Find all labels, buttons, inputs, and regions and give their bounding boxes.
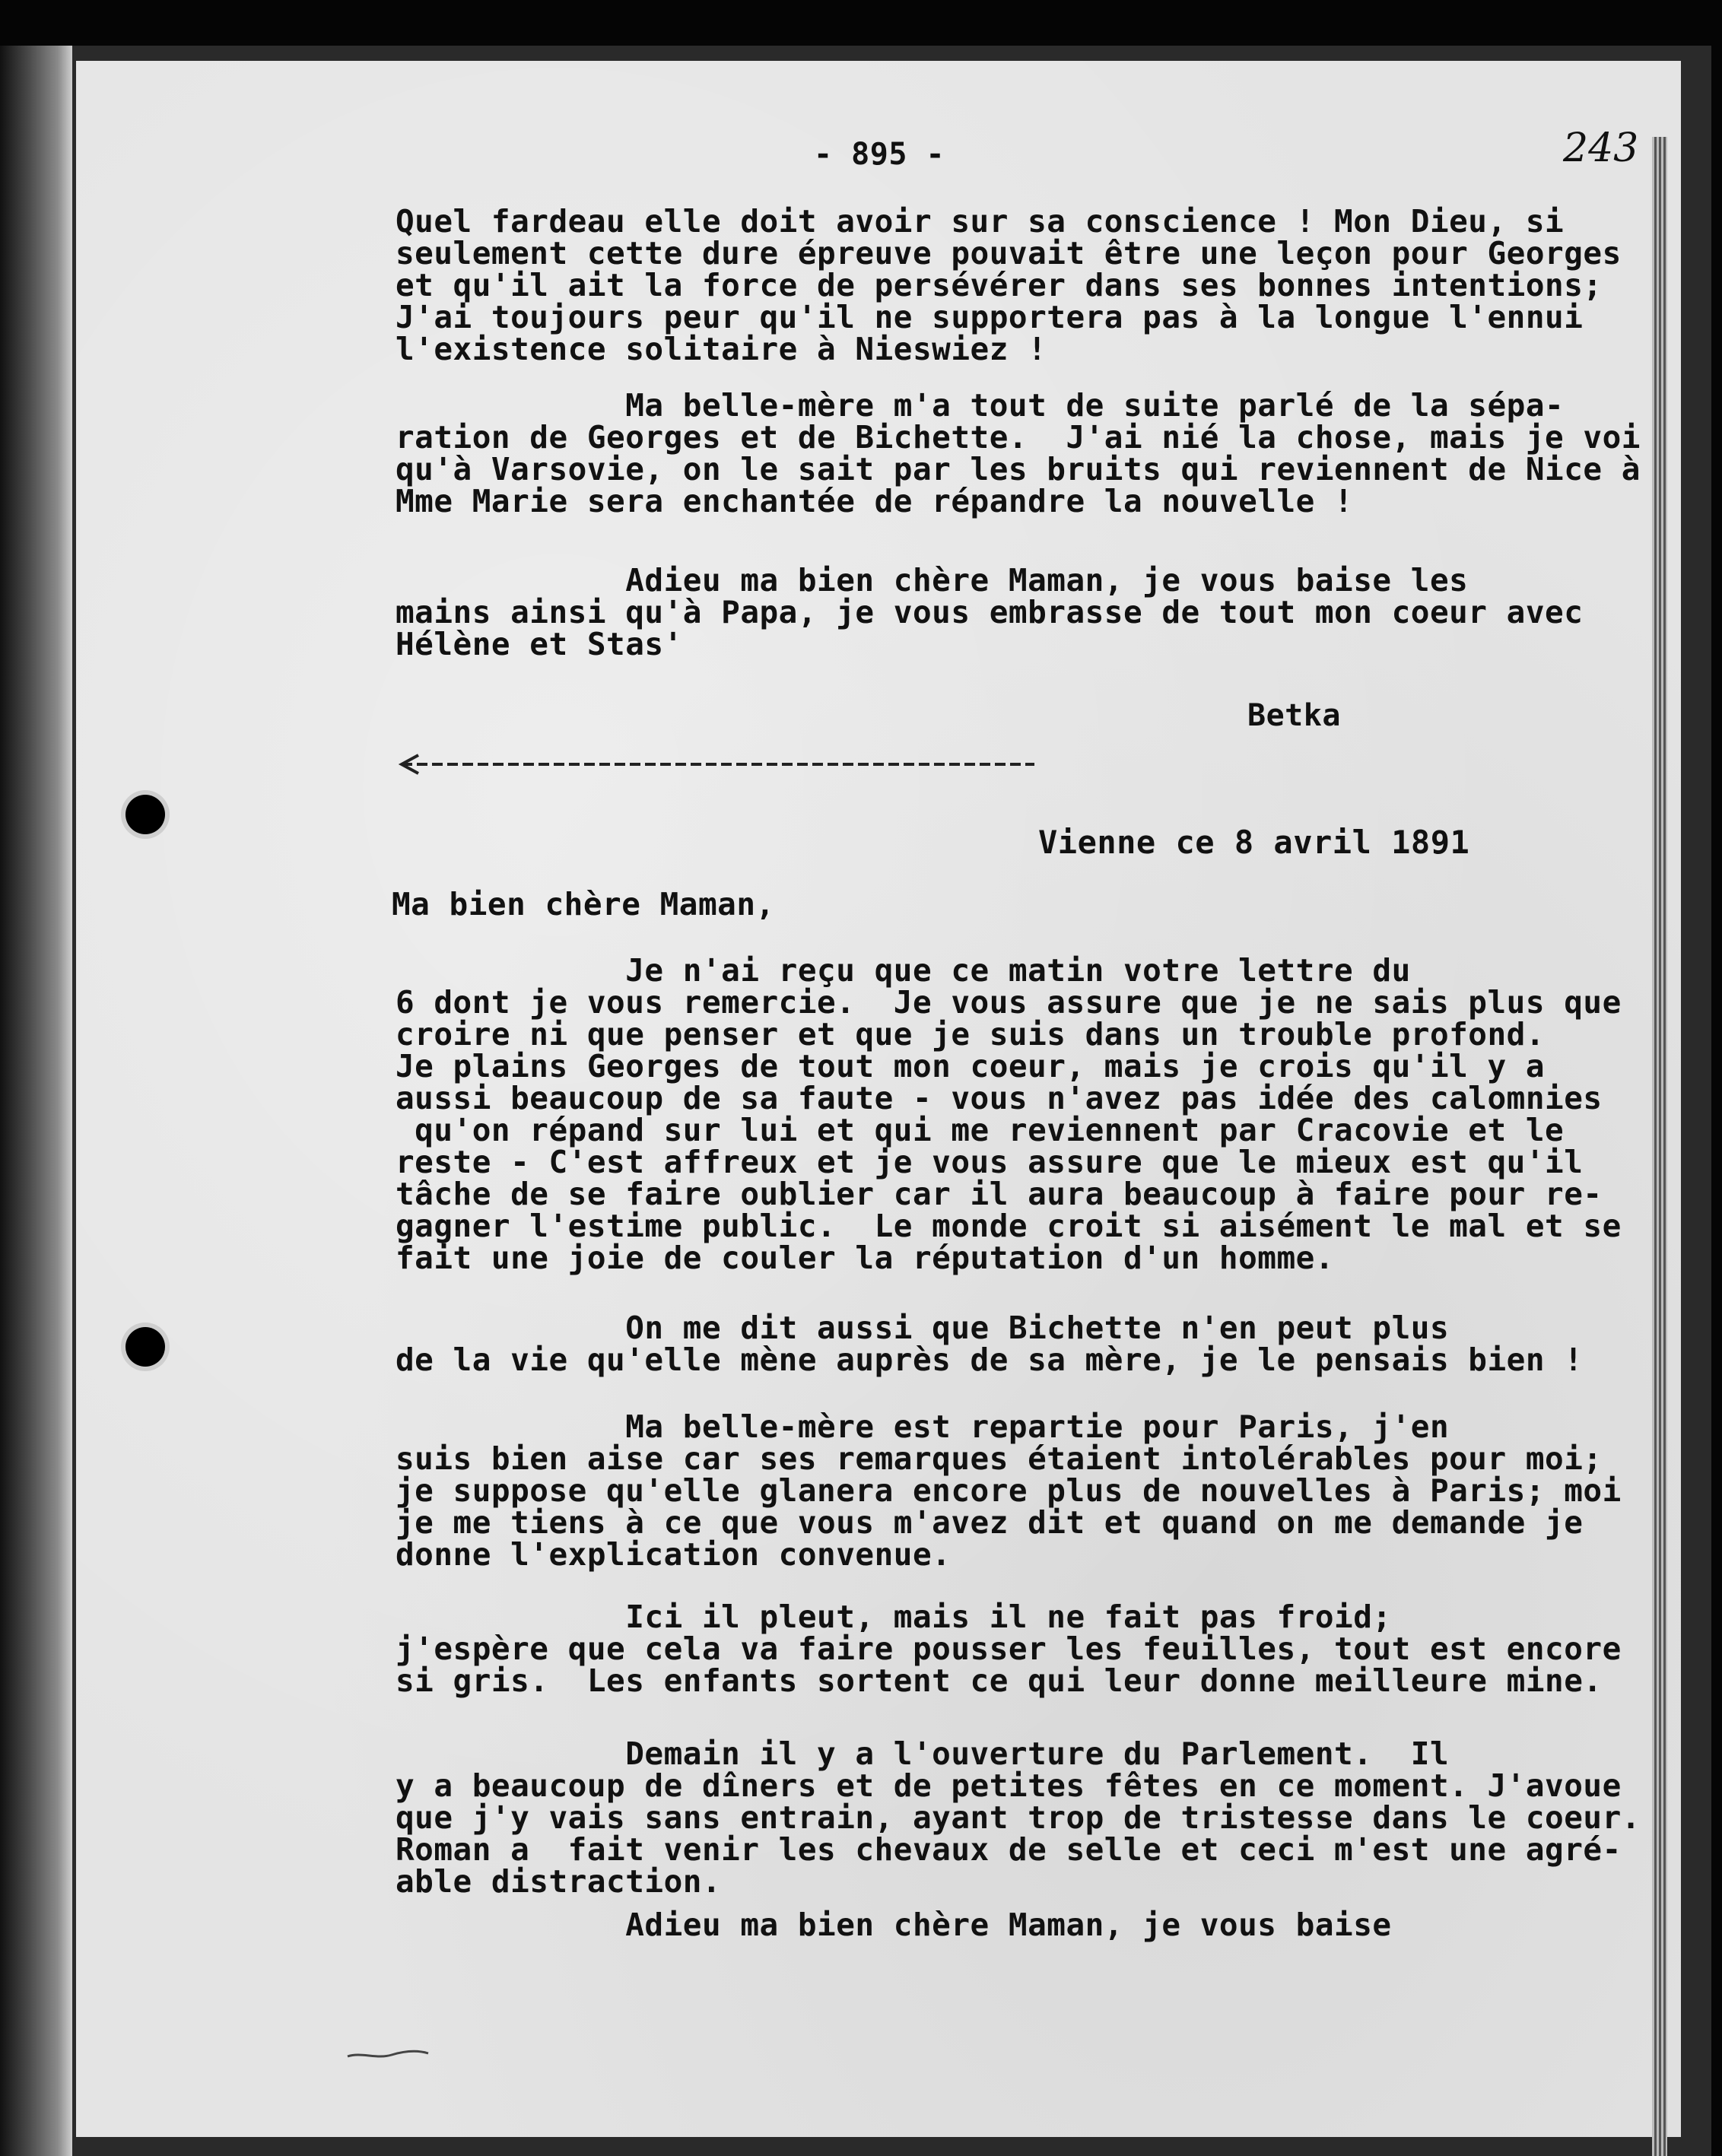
archive-number: 243 [1563, 125, 1639, 171]
letter2-paragraph-paris: Ma belle-mère est repartie pour Paris, j'en suis bien aise car ses remarques étaient intolérables pour moi; je suppose qu'elle glanera encore plus de nouvelles à Paris; moi je me tiens à ce que vous m'avez dit et quand on me demande je donne l'explication convenue. [396, 1408, 1622, 1573]
binder-edge [0, 46, 72, 2156]
pencil-mark-icon [346, 2046, 430, 2062]
letter2-paragraph-parliament: Demain il y a l'ouverture du Parlement. Il y a beaucoup de dîners et de petites fêtes en ce moment. J'avoue que j'y vais sans entrain, ayant trop de tristesse dans le coeur. Roman a fait venir les chevaux de selle et ceci m'est une agré- able distraction. [396, 1735, 1641, 1900]
letter2-paragraph-closing: Adieu ma bien chère Maman, je vous baise [396, 1907, 1392, 1943]
letter2-salutation: Ma bien chère Maman, [392, 886, 775, 922]
letter2-paragraph-weather: Ici il pleut, mais il ne fait pas froid; j'espère que cela va faire pousser les feuilles, tout est encore si gris. Les enfants sortent ce qui leur donne meilleure mine. [396, 1599, 1622, 1699]
page-number: - 895 - [814, 137, 945, 172]
letter2-paragraph-bichette: On me dit aussi que Bichette n'en peut plus de la vie qu'elle mène auprès de sa mère, je le pensais bien ! [396, 1310, 1584, 1378]
letter1-paragraph-end: Quel fardeau elle doit avoir sur sa conscience ! Mon Dieu, si seulement cette dure épreuve pouvait être une leçon pour Georges et qu'il ait la force de persévérer dans ses bonnes intentions; J'ai toujours peur qu'il ne supportera pas à la longue l'ennui l'existence solitaire à Nieswiez ! [396, 203, 1622, 367]
binder-hole-icon [125, 1327, 165, 1367]
separator-arrow-icon [396, 753, 1034, 776]
letter1-paragraph-separation: Ma belle-mère m'a tout de suite parlé de la sépa- ration de Georges et de Bichette. J'ai nié la chose, mais je voi qu'à Varsovie, on le sait par les bruits qui reviennent de Nice à Mme Marie sera enchantée de répandre la nouvelle ! [396, 387, 1641, 519]
binder-hole-icon [125, 795, 165, 834]
letter2-paragraph-letter: Je n'ai reçu que ce matin votre lettre du 6 dont je vous remercie. Je vous assure que je ne sais plus que croire ni que penser et que je suis dans un trouble profond. Je plains Georges de tout mon coeur, mais je crois qu'il y a aussi beaucoup de sa faute - vous n'avez pas idée des calomnies qu'on répand sur lui et qui me reviennent par Cracovie et le reste - C'est affreux et je vous assure que le mieux est qu'il tâche de se faire oublier car il aura beaucoup à faire pour re- gagner l'estime public. Le monde croit si aisément le mal et se fait une joie de couler la réputation d'un homme. [396, 952, 1622, 1276]
letter1-paragraph-farewell: Adieu ma bien chère Maman, je vous baise les mains ainsi qu'à Papa, je vous embrasse de tout mon coeur avec Hélène et Stas' [396, 562, 1584, 662]
letter1-signature: Betka [1247, 698, 1341, 733]
letter2-dateline: Vienne ce 8 avril 1891 [1038, 824, 1470, 861]
